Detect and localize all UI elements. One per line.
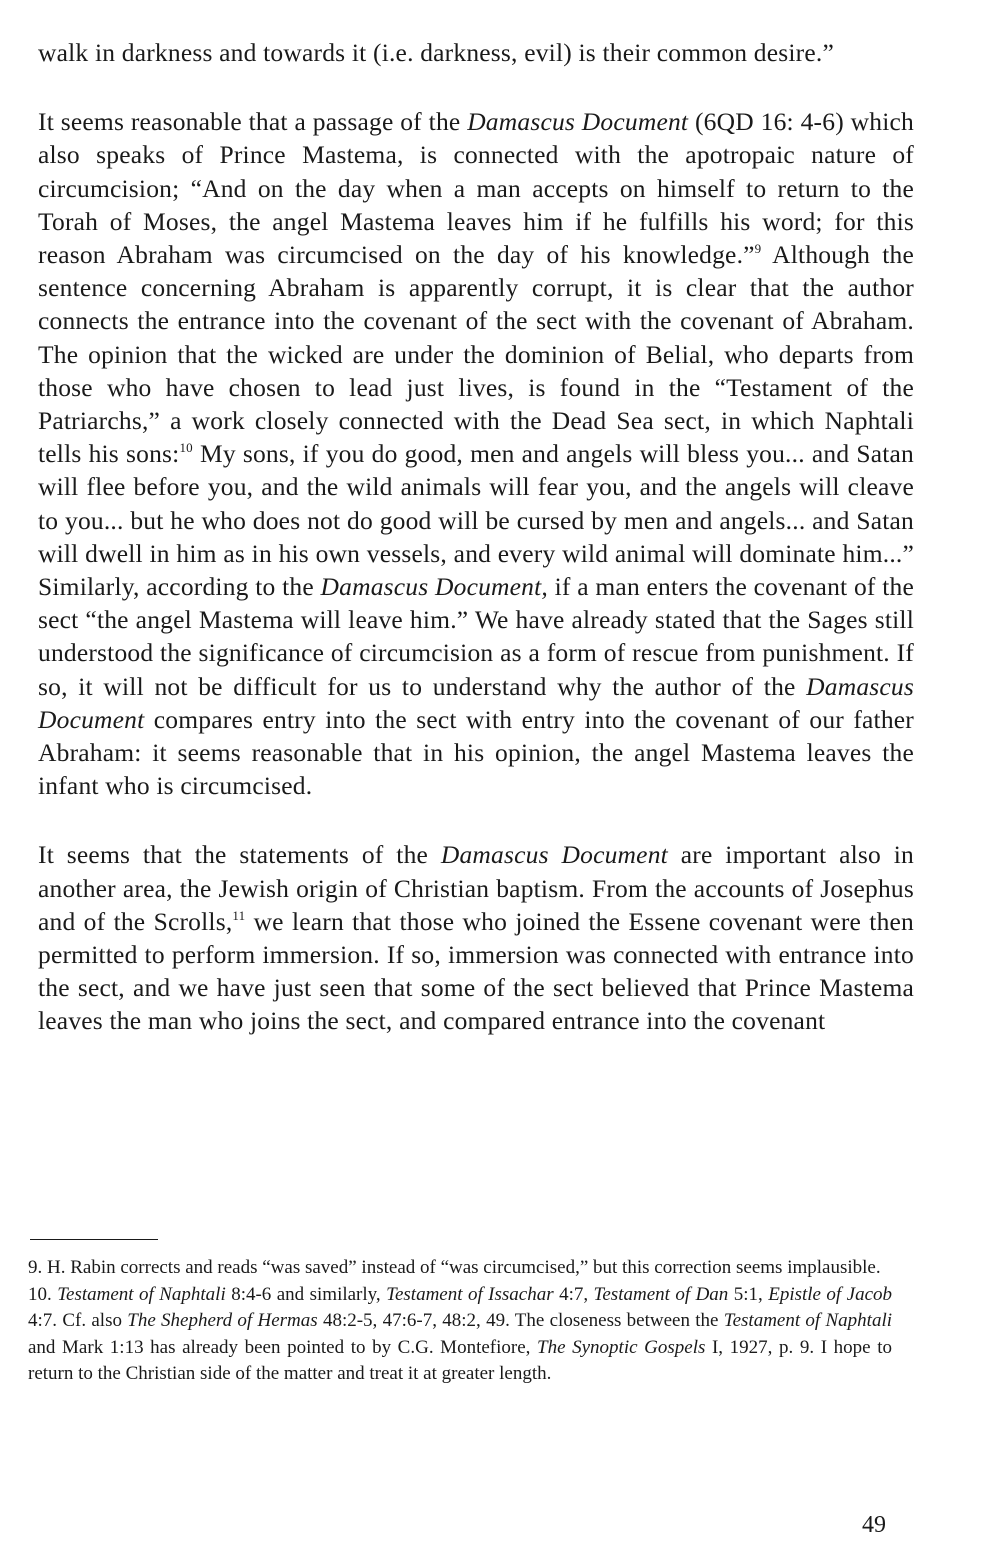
title-italic: Damascus Document, xyxy=(320,572,548,602)
text-segment: are important also in another area, the Jewish origin of Christian baptism. From the accounts of Josephus and of the Scrolls, xyxy=(38,840,914,936)
title-italic: Damascus Document xyxy=(467,107,689,137)
text-segment: 5:1, xyxy=(728,1283,769,1305)
title-italic: Damascus Document xyxy=(38,671,914,734)
text-segment: 8:4-6 and similarly, xyxy=(225,1283,387,1305)
paragraph-christian-baptism xyxy=(38,838,914,1037)
text-segment: I, 1927, p. 9. I hope to return to the Christian side of the matter and treat it at greater length. xyxy=(28,1336,892,1384)
title-italic: Testament of Dan xyxy=(593,1283,729,1305)
text-segment: Although the sentence concerning Abraham is apparently corrupt, it is clear that the author connects the entrance into the covenant of the sect with the covenant of Abraham. The opinion that the wicked are under the dominion of Belial, who departs from those who have chosen to lead just lives, is found in the “Testament of the Patriarchs,” a work closely connected with the Dead Sea sect, in which Naphtali tells his sons: xyxy=(38,240,914,469)
paragraph-continuation xyxy=(38,36,914,69)
text-segment: It seems reasonable that a passage of the xyxy=(38,107,468,137)
text-segment: 4:7. Cf. also xyxy=(28,1310,128,1331)
footnote-9-text: 9. H. Rabin corrects and reads “was saved” instead of “was circumcised,” but this correction seems implausible. xyxy=(28,1257,881,1278)
footnote-9 xyxy=(28,1255,892,1282)
footnote-separator xyxy=(30,1239,158,1240)
paragraph-damascus-circumcision xyxy=(38,105,914,802)
title-italic: Testament of Naphtali xyxy=(57,1283,226,1305)
title-italic: Damascus Document xyxy=(440,840,668,870)
paragraph-1-text: walk in darkness and towards it (i.e. darkness, evil) is their common desire.” xyxy=(38,38,834,67)
footnote-ref-11: 11 xyxy=(232,907,246,923)
text-segment: It seems that the statements of the xyxy=(38,840,441,870)
title-italic: Testament of Issachar xyxy=(386,1283,554,1305)
text-segment: compares entry into the sect with entry into the covenant of our father Abraham: it seems reasonable that in his opinion, the angel Mastema leaves the infant who is circumcised. xyxy=(38,704,914,801)
title-italic: Testament of Naphtali xyxy=(723,1310,893,1331)
title-italic: The Shepherd of Hermas xyxy=(127,1310,318,1331)
footnote-number: 10. xyxy=(28,1283,58,1305)
text-segment: 4:7, xyxy=(553,1283,594,1305)
main-text xyxy=(38,36,914,1038)
text-segment: and Mark 1:13 has already been pointed to by C.G. Montefiore, xyxy=(28,1336,538,1358)
footnote-ref-10: 10 xyxy=(179,440,193,456)
footnote-10 xyxy=(28,1282,892,1388)
title-italic: The Synoptic Gospels xyxy=(537,1336,706,1358)
footnotes xyxy=(28,1255,892,1388)
page-number: 49 xyxy=(862,1512,886,1538)
text-segment: we learn that those who joined the Essene covenant were then permitted to perform immersion. If so, immersion was connected with entrance into the sect, and we have just seen that some of the sect believed that Prince Mastema leaves the man who joins the sect, and compared entrance into the covenant xyxy=(38,906,914,1036)
text-segment: 48:2-5, 47:6-7, 48:2, 49. The closeness between the xyxy=(317,1310,724,1331)
text-segment: My sons, if you do good, men and angels will bless you... and Satan will flee before you, and the wild animals will fear you, and the angels will cleave to you... but he who does not do good will be cursed by men and angels... and Satan will dwell in him as in his own vessels, and every wild animal will dominate him...” Similarly, according to the xyxy=(38,439,915,602)
text-segment: if a man enters the covenant of the sect “the angel Mastema will leave him.” We have already stated that the Sages still understood the significance of circumcision as a form of rescue from punishment. If so, it will not be difficult for us to understand why the author of the xyxy=(38,572,914,701)
text-segment: (6QD 16: 4-6) which also speaks of Prince Mastema, is connected with the apotropaic nature of circumcision; “And on the day when a man accepts on himself to return to the Torah of Moses, the angel Mastema leaves him if he fulfills his word; for this reason Abraham was circumcised on the day of his knowledge.” xyxy=(38,107,914,270)
title-italic: Epistle of Jacob xyxy=(768,1283,893,1305)
footnote-ref-9: 9 xyxy=(754,241,762,257)
